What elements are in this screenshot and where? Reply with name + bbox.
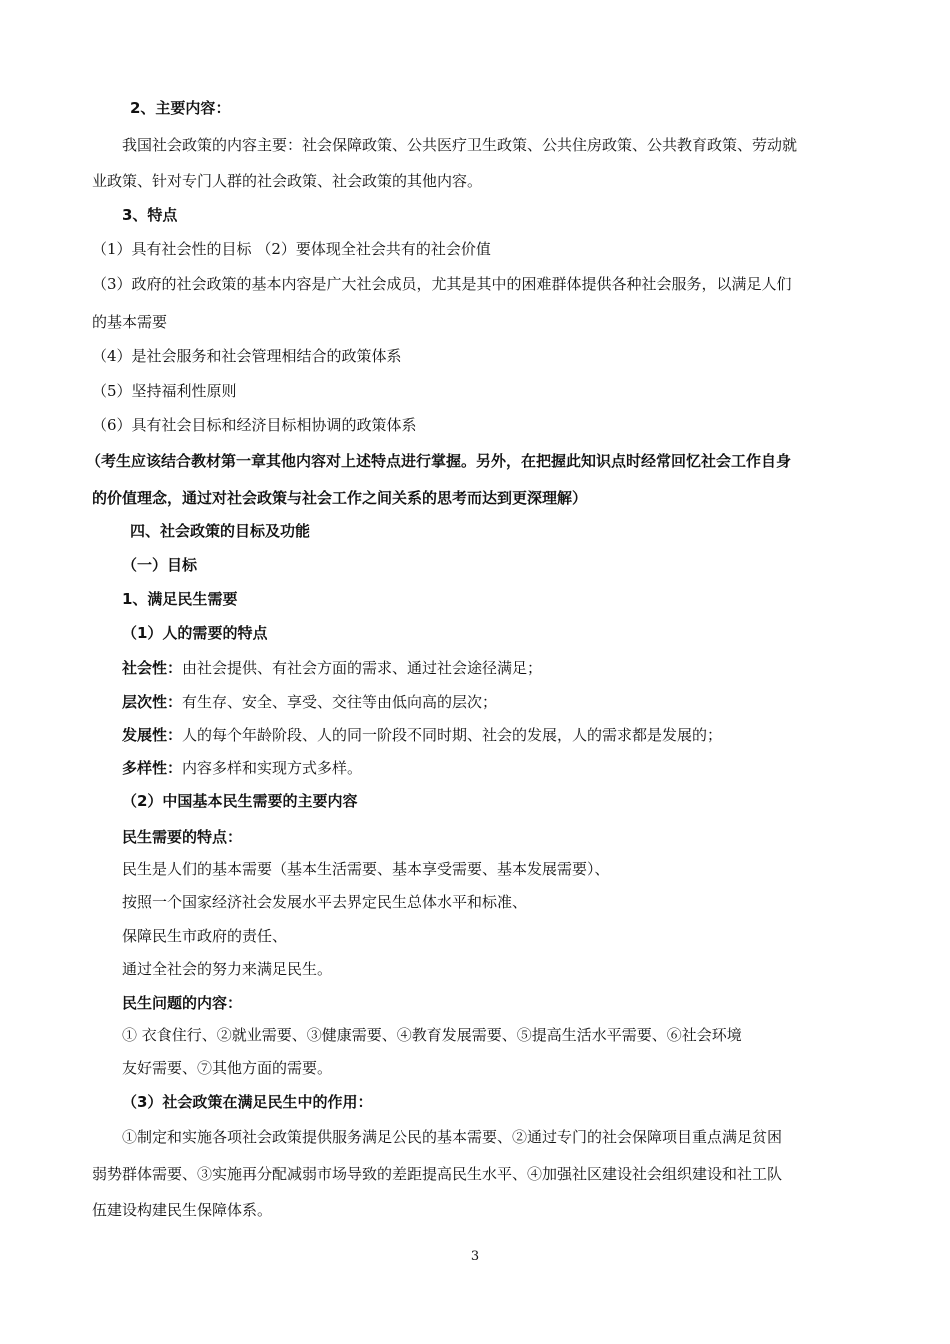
problem-line: 友好需要、⑦其他方面的需要。 — [122, 1059, 333, 1077]
trait-label: 社会性： — [122, 659, 183, 677]
subsection-heading: 1、满足民生需要 — [122, 590, 238, 608]
section-heading-goals: 四、社会政策的目标及功能 — [130, 522, 311, 540]
feature-item: （1）具有社会性的目标 （2）要体现全社会共有的社会价值 — [92, 240, 491, 258]
feature-item: 的基本需要 — [92, 313, 168, 331]
section-heading-main-content: 2、主要内容： — [130, 99, 231, 117]
page-number: 3 — [470, 1249, 480, 1264]
trait-label: 多样性： — [122, 759, 183, 777]
trait-text: 有生存、安全、享受、交往等由低向高的层次； — [182, 693, 498, 711]
trait-line — [122, 691, 497, 713]
subsection-heading: （2）中国基本民生需要的主要内容 — [122, 792, 358, 810]
minsheng-line: 民生是人们的基本需要（基本生活需要、基本享受需要、基本发展需要）、 — [122, 860, 610, 878]
study-note: （考生应该结合教材第一章其他内容对上述特点进行掌握。另外，在把握此知识点时经常回忆社会工作自身 — [86, 452, 792, 470]
problem-label: 民生问题的内容： — [122, 994, 243, 1012]
trait-text: 由社会提供、有社会方面的需求、通过社会途径满足； — [182, 659, 543, 677]
feature-item: （3）政府的社会政策的基本内容是广大社会成员，尤其是其中的困难群体提供各种社会服务，以满足人们 — [92, 275, 792, 293]
trait-line — [122, 757, 362, 779]
trait-label: 层次性： — [122, 693, 183, 711]
subsection-heading: （3）社会政策在满足民生中的作用： — [122, 1093, 373, 1111]
minsheng-line: 通过全社会的努力来满足民生。 — [122, 960, 333, 978]
paragraph-line: 我国社会政策的内容主要：社会保障政策、公共医疗卫生政策、公共住房政策、公共教育政策、劳动就 — [122, 136, 798, 154]
trait-text: 内容多样和实现方式多样。 — [182, 759, 363, 777]
minsheng-line: 保障民生市政府的责任、 — [122, 927, 288, 945]
trait-text: 人的每个年龄阶段、人的同一阶段不同时期、社会的发展，人的需求都是发展的； — [182, 726, 723, 744]
subsection-heading: （1）人的需要的特点 — [122, 624, 268, 642]
minsheng-label: 民生需要的特点： — [122, 828, 243, 846]
trait-line — [122, 724, 722, 746]
feature-item: （6）具有社会目标和经济目标相协调的政策体系 — [92, 416, 417, 434]
subsection-heading: （一）目标 — [122, 556, 198, 574]
paragraph-line: 业政策、针对专门人群的社会政策、社会政策的其他内容。 — [92, 172, 483, 190]
minsheng-line: 按照一个国家经济社会发展水平去界定民生总体水平和标准、 — [122, 893, 528, 911]
feature-item: （5）坚持福利性原则 — [92, 382, 237, 400]
trait-line — [122, 657, 542, 679]
problem-line: ① 衣食住行、②就业需要、③健康需要、④教育发展需要、⑤提高生活水平需要、⑥社会环境 — [122, 1026, 742, 1044]
study-note: 的价值理念，通过对社会政策与社会工作之间关系的思考而达到更深理解） — [92, 489, 588, 507]
section-heading-features: 3、特点 — [122, 206, 178, 224]
role-line: 伍建设构建民生保障体系。 — [92, 1201, 273, 1219]
role-line: 弱势群体需要、③实施再分配减弱市场导致的差距提高民生水平、④加强社区建设社会组织建设和社工队 — [92, 1165, 783, 1183]
role-line: ①制定和实施各项社会政策提供服务满足公民的基本需要、②通过专门的社会保障项目重点满足贫困 — [122, 1128, 783, 1146]
trait-label: 发展性： — [122, 726, 183, 744]
feature-item: （4）是社会服务和社会管理相结合的政策体系 — [92, 347, 402, 365]
